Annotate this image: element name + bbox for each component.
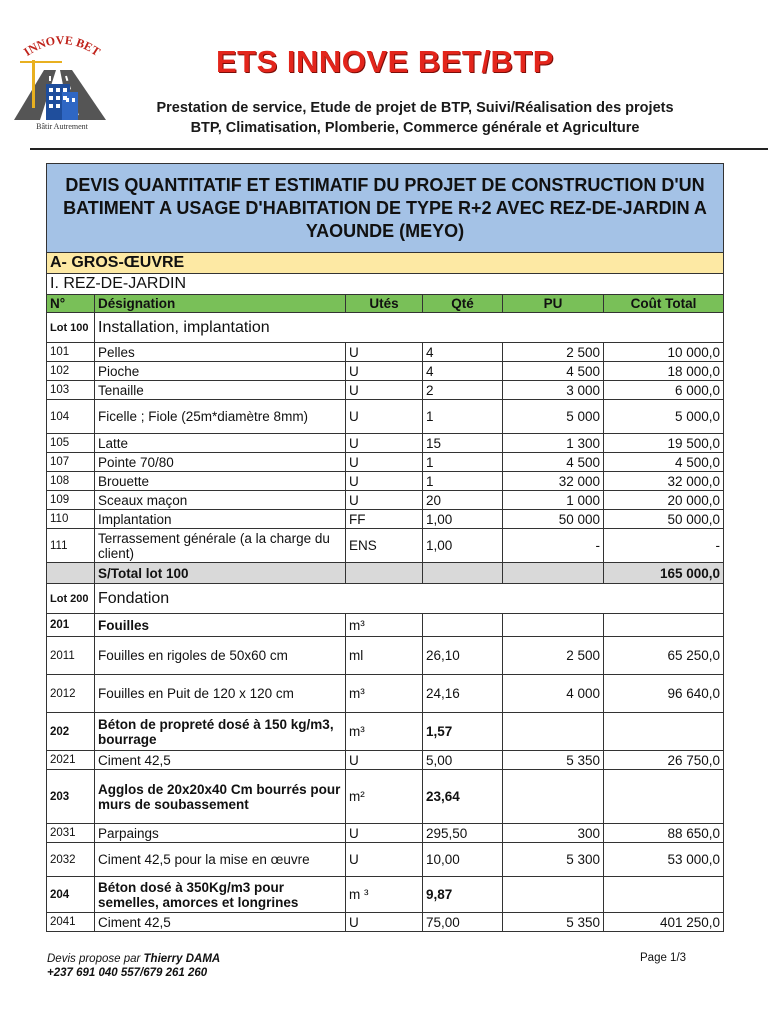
table-row: [47, 751, 724, 770]
item-number: 204: [47, 877, 95, 913]
item-unit-price: -: [503, 529, 604, 563]
item-number: 108: [47, 472, 95, 491]
footer-prefix: Devis propose par: [47, 953, 144, 965]
item-quantity: 26,10: [423, 637, 503, 675]
logo-text-top: INNOVE BET: [21, 32, 103, 59]
item-unit-price: 5 300: [503, 843, 604, 877]
item-quantity: 15: [423, 434, 503, 453]
company-name: ETS INNOVE BET/BTP: [216, 44, 554, 79]
item-quantity: 4: [423, 343, 503, 362]
item-quantity: 1,00: [423, 529, 503, 563]
item-number: 102: [47, 362, 95, 381]
table-row: [47, 472, 724, 491]
item-unit-price: 5 350: [503, 913, 604, 932]
item-quantity: 4: [423, 362, 503, 381]
item-number: 2031: [47, 824, 95, 843]
item-unit: U: [346, 913, 423, 932]
footer-phone: +237 691 040 557/679 261 260: [47, 967, 208, 979]
item-number: 203: [47, 770, 95, 824]
item-unit-price: 1 000: [503, 491, 604, 510]
item-number: 201: [47, 614, 95, 637]
item-unit: U: [346, 434, 423, 453]
item-unit-price: 3 000: [503, 381, 604, 400]
item-designation: Terrassement générale (a la charge du client): [95, 529, 346, 563]
item-unit: ml: [346, 637, 423, 675]
item-total: 65 250,0: [604, 637, 724, 675]
col-header-n: N°: [47, 295, 95, 313]
section-a-row: [47, 253, 724, 274]
item-unit: U: [346, 472, 423, 491]
item-quantity: 75,00: [423, 913, 503, 932]
item-number: 202: [47, 713, 95, 751]
item-number: 110: [47, 510, 95, 529]
item-total: 96 640,0: [604, 675, 724, 713]
page-number: Page 1/3: [640, 952, 687, 964]
table-row: [47, 824, 724, 843]
item-unit-price: 4 500: [503, 453, 604, 472]
item-unit: U: [346, 362, 423, 381]
services-line-2: BTP, Climatisation, Plomberie, Commerce générale et Agriculture: [190, 120, 640, 136]
item-designation: Béton de propreté dosé à 150 kg/m3, bourrage: [95, 713, 346, 751]
item-designation: Ciment 42,5: [95, 751, 346, 770]
item-unit-price: [503, 713, 604, 751]
table-row: [47, 381, 724, 400]
item-total: 6 000,0: [604, 381, 724, 400]
item-total: [604, 770, 724, 824]
item-unit-price: 50 000: [503, 510, 604, 529]
col-header-total: Coût Total: [604, 295, 724, 313]
item-quantity: 10,00: [423, 843, 503, 877]
lot-100-subtotal-row: [47, 563, 724, 584]
item-designation: Brouette: [95, 472, 346, 491]
item-total: 50 000,0: [604, 510, 724, 529]
item-unit: U: [346, 843, 423, 877]
item-quantity: [423, 614, 503, 637]
item-designation: Sceaux maçon: [95, 491, 346, 510]
item-quantity: 20: [423, 491, 503, 510]
item-total: 32 000,0: [604, 472, 724, 491]
table-row: [47, 713, 724, 751]
item-unit: ENS: [346, 529, 423, 563]
item-total: 10 000,0: [604, 343, 724, 362]
item-quantity: 24,16: [423, 675, 503, 713]
document-title: DEVIS QUANTITATIF ET ESTIMATIF DU PROJET DE CONSTRUCTION D'UN BATIMENT A USAGE D'HABITATION DE TYPE R+2 AVEC REZ-DE-JARDIN A YAOUNDE (MEYO): [47, 164, 724, 253]
item-designation: Fouilles en rigoles de 50x60 cm: [95, 637, 346, 675]
item-number: 111: [47, 529, 95, 563]
item-total: [604, 877, 724, 913]
table-row: [47, 491, 724, 510]
lot-100-title: Installation, implantation: [95, 313, 724, 343]
svg-text:INNOVE BET: [21, 33, 103, 59]
item-number: 2021: [47, 751, 95, 770]
item-quantity: 1: [423, 400, 503, 434]
section-i-row: [47, 274, 724, 295]
lot-200-header-row: [47, 584, 724, 614]
item-total: 5 000,0: [604, 400, 724, 434]
table-row: [47, 362, 724, 381]
table-row: [47, 913, 724, 932]
item-unit-price: 5 350: [503, 751, 604, 770]
item-designation: Béton dosé à 350Kg/m3 pour semelles, amorces et longrines: [95, 877, 346, 913]
section-a-title: A- GROS-ŒUVRE: [47, 253, 724, 274]
footer-author: [47, 952, 220, 980]
title-row: [47, 164, 724, 253]
services-description: [120, 98, 710, 138]
lot-100-subtotal-value: 165 000,0: [604, 563, 724, 584]
item-unit-price: [503, 877, 604, 913]
item-number: 107: [47, 453, 95, 472]
item-unit-price: [503, 770, 604, 824]
item-number: 101: [47, 343, 95, 362]
item-unit-price: 5 000: [503, 400, 604, 434]
item-designation: Latte: [95, 434, 346, 453]
item-designation: Parpaings: [95, 824, 346, 843]
item-unit-price: 1 300: [503, 434, 604, 453]
item-total: -: [604, 529, 724, 563]
item-designation: Tenaille: [95, 381, 346, 400]
lot-100-code: Lot 100: [47, 313, 95, 343]
item-unit-price: 32 000: [503, 472, 604, 491]
item-quantity: 1: [423, 453, 503, 472]
item-unit: U: [346, 381, 423, 400]
item-unit: m³: [346, 713, 423, 751]
services-line-1: Prestation de service, Etude de projet de BTP, Suivi/Réalisation des projets: [156, 100, 674, 116]
item-unit: U: [346, 343, 423, 362]
item-unit: m³: [346, 675, 423, 713]
table-row: [47, 529, 724, 563]
table-row: [47, 434, 724, 453]
item-unit: U: [346, 453, 423, 472]
item-quantity: 2: [423, 381, 503, 400]
item-unit: U: [346, 751, 423, 770]
item-unit-price: 4 500: [503, 362, 604, 381]
item-quantity: 23,64: [423, 770, 503, 824]
item-unit-price: 2 500: [503, 343, 604, 362]
table-row: [47, 770, 724, 824]
letterhead: [0, 0, 768, 150]
item-quantity: 1,57: [423, 713, 503, 751]
item-quantity: 1,00: [423, 510, 503, 529]
item-number: 109: [47, 491, 95, 510]
item-total: 19 500,0: [604, 434, 724, 453]
item-number: 2011: [47, 637, 95, 675]
item-unit: m³: [346, 614, 423, 637]
item-quantity: 5,00: [423, 751, 503, 770]
item-unit: U: [346, 491, 423, 510]
item-total: 18 000,0: [604, 362, 724, 381]
item-designation: Pelles: [95, 343, 346, 362]
item-quantity: 1: [423, 472, 503, 491]
table-row: [47, 400, 724, 434]
item-unit: m ³: [346, 877, 423, 913]
item-designation: Implantation: [95, 510, 346, 529]
item-number: 2041: [47, 913, 95, 932]
footer-author-name: Thierry DAMA: [143, 953, 221, 965]
column-header-row: [47, 295, 724, 313]
item-unit: FF: [346, 510, 423, 529]
item-total: 26 750,0: [604, 751, 724, 770]
item-designation: Pioche: [95, 362, 346, 381]
item-designation: Fouilles en Puit de 120 x 120 cm: [95, 675, 346, 713]
item-total: 401 250,0: [604, 913, 724, 932]
item-number: 105: [47, 434, 95, 453]
col-header-designation: Désignation: [95, 295, 346, 313]
item-number: 2032: [47, 843, 95, 877]
table-row: [47, 637, 724, 675]
item-designation: Fouilles: [95, 614, 346, 637]
lot-100-header-row: [47, 313, 724, 343]
item-unit-price: 300: [503, 824, 604, 843]
item-total: [604, 713, 724, 751]
item-designation: Agglos de 20x20x40 Cm bourrés pour murs de soubassement: [95, 770, 346, 824]
item-number: 104: [47, 400, 95, 434]
table-row: [47, 343, 724, 362]
table-row: [47, 614, 724, 637]
item-unit: U: [346, 400, 423, 434]
item-total: 88 650,0: [604, 824, 724, 843]
col-header-qte: Qté: [423, 295, 503, 313]
table-row: [47, 510, 724, 529]
lot-200-code: Lot 200: [47, 584, 95, 614]
item-designation: Ciment 42,5: [95, 913, 346, 932]
table-row: [47, 843, 724, 877]
item-total: 4 500,0: [604, 453, 724, 472]
lot-100-subtotal-label: S/Total lot 100: [95, 563, 346, 584]
quote-table: [46, 163, 724, 932]
item-designation: Pointe 70/80: [95, 453, 346, 472]
item-unit-price: 2 500: [503, 637, 604, 675]
item-unit: U: [346, 824, 423, 843]
col-header-pu: PU: [503, 295, 604, 313]
item-number: 103: [47, 381, 95, 400]
item-unit: m²: [346, 770, 423, 824]
logo-text-bottom: Bâtir Autrement: [36, 122, 88, 131]
item-total: 53 000,0: [604, 843, 724, 877]
table-row: [47, 877, 724, 913]
table-row: [47, 675, 724, 713]
item-number: 2012: [47, 675, 95, 713]
section-i-title: I. REZ-DE-JARDIN: [47, 274, 724, 295]
table-row: [47, 453, 724, 472]
col-header-utes: Utés: [346, 295, 423, 313]
lot-200-title: Fondation: [95, 584, 724, 614]
item-designation: Ciment 42,5 pour la mise en œuvre: [95, 843, 346, 877]
item-quantity: 295,50: [423, 824, 503, 843]
item-unit-price: [503, 614, 604, 637]
item-total: [604, 614, 724, 637]
item-total: 20 000,0: [604, 491, 724, 510]
item-unit-price: 4 000: [503, 675, 604, 713]
company-logo-icon: [6, 32, 118, 132]
item-designation: Ficelle ; Fiole (25m*diamètre 8mm): [95, 400, 346, 434]
item-quantity: 9,87: [423, 877, 503, 913]
header-divider: [30, 148, 768, 150]
